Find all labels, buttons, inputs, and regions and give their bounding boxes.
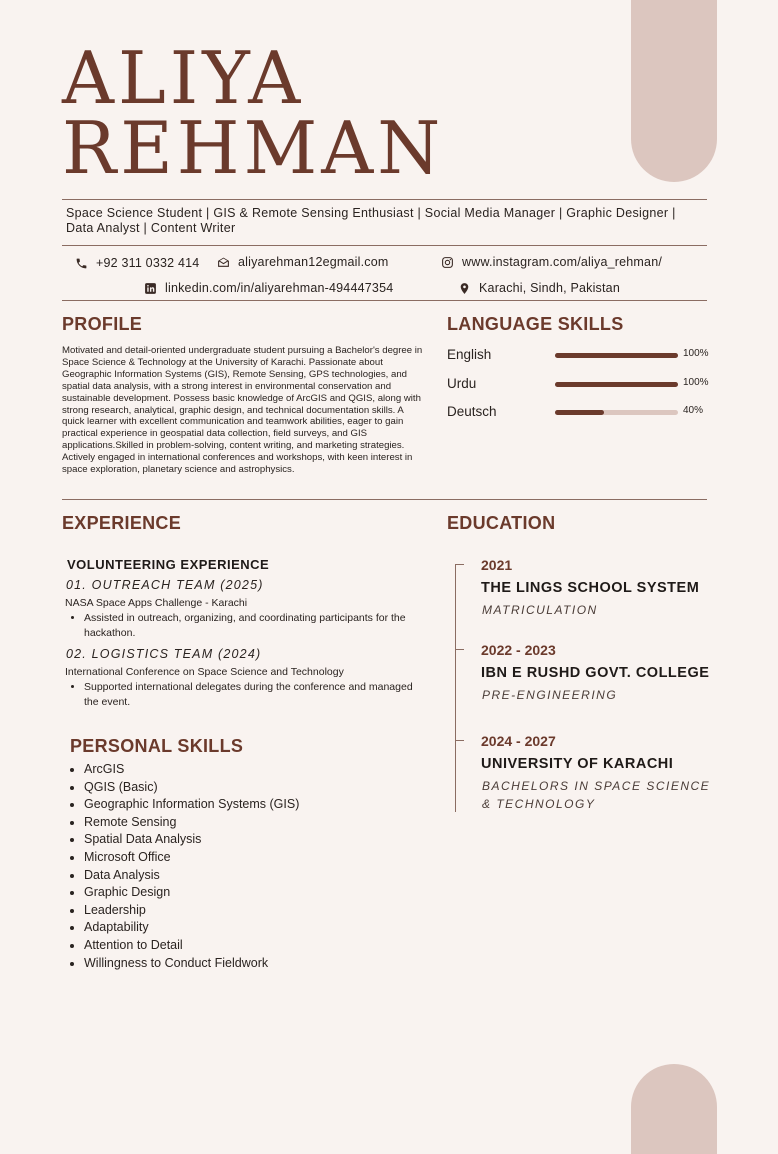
language-level-bar [555,410,678,415]
phone-number: +92 311 0332 414 [96,256,200,270]
language-level-fill [555,382,678,387]
experience-org: International Conference on Space Science and Technology [65,666,344,678]
decorative-shape-bottom [631,1064,717,1154]
personal-skills-title: PERSONAL SKILLS [70,736,244,756]
phone-icon [75,257,88,270]
timeline-tick [455,564,464,565]
decorative-shape-top [631,0,717,182]
education-school: THE LINGS SCHOOL SYSTEM [481,580,700,596]
language-row-english [447,347,712,367]
location-text: Karachi, Sindh, Pakistan [479,281,620,295]
list-item: • Graphic Design [84,884,424,902]
skills-list [66,761,424,972]
list-item: • ArcGIS [84,761,424,779]
list-item: • Attention to Detail [84,937,424,955]
list-item: • Supported international delegates during the conference and managed the event. [84,680,414,709]
experience-org: NASA Space Apps Challenge - Karachi [65,597,248,609]
email-address: aliyarehman12egmail.com [238,255,389,269]
divider [62,245,707,246]
language-level-bar [555,353,678,358]
contact-linkedin [144,281,393,295]
language-level-label: 100% [683,348,709,359]
list-item: • Remote Sensing [84,814,424,832]
list-item: • Leadership [84,902,424,920]
instagram-icon [441,256,454,269]
last-name: REHMAN [62,106,445,190]
education-degree: MATRICULATION [482,603,598,617]
timeline-tick [455,649,464,650]
language-name: Urdu [447,376,477,391]
volunteering-subtitle: VOLUNTEERING EXPERIENCE [67,557,270,572]
profile-title: PROFILE [62,314,143,334]
linkedin-icon [144,282,157,295]
first-name: ALIYA [62,36,305,120]
language-name: Deutsch [447,404,497,419]
language-level-bar [555,382,678,387]
list-item: • Spatial Data Analysis [84,831,424,849]
experience-bullets [66,611,456,640]
education-years: 2022 - 2023 [481,642,556,658]
language-row-urdu [447,376,712,396]
education-school: IBN E RUSHD GOVT. COLLEGE [481,665,710,681]
linkedin-url: linkedin.com/in/aliyarehman-494447354 [165,281,394,295]
experience-title: EXPERIENCE [62,513,182,533]
timeline-tick [455,740,464,741]
education-degree: BACHELORS IN SPACE SCIENCE & TECHNOLOGY [482,779,711,811]
contact-email [217,255,389,269]
divider [62,499,707,500]
list-item: • Data Analysis [84,867,424,885]
list-item: • Adaptability [84,919,424,937]
list-item: • Microsoft Office [84,849,424,867]
list-item: • Geographic Information Systems (GIS) [84,796,424,814]
education-years: 2021 [481,557,513,573]
timeline-line [455,564,456,812]
education-title: EDUCATION [447,513,556,533]
profile-text: Motivated and detail-oriented undergraduate student pursuing a Bachelor's degree in Space Science & Technology at the University of Karachi. Passionate about Geographic Information Systems (GIS), Remote Sensing, GPS technologies, and spatial data analysis, with a strong interest in environmental conservation and sustainable development. Possess basic knowledge of ArcGIS and QGIS, along with strong research, analytical, graphic design, and technical documentation skills. A quick learner with excellent communication and teamwork abilities, eager to gain practical experience in geospatial data collection, field surveys, and GIS applications.Skilled in problem-solving, content writing, and marketing strategies. Actively engaged in international conferences and workshops, with keen interest in space exploration, planetary science and astrophysics. [62,345,423,476]
email-icon [217,256,230,269]
language-level-fill [555,353,678,358]
list-item: • Assisted in outreach, organizing, and coordinating participants for the hackathon. [84,611,456,640]
education-years: 2024 - 2027 [481,733,556,749]
experience-role: 01. OUTREACH TEAM (2025) [66,578,264,592]
contact-phone [75,256,199,270]
contact-location [458,281,620,295]
language-skills-title: LANGUAGE SKILLS [447,314,624,334]
location-pin-icon [458,282,471,295]
list-item: • Willingness to Conduct Fieldwork [84,955,424,973]
contact-instagram [441,255,662,269]
language-level-label: 40% [683,405,704,416]
experience-bullets [66,680,414,709]
education-school: UNIVERSITY OF KARACHI [481,756,674,772]
tagline: Space Science Student | GIS & Remote Sensing Enthusiast | Social Media Manager | Graphic Designer | Data Analyst | Content Writer [66,206,676,235]
language-level-fill [555,410,604,415]
divider [62,199,707,200]
language-name: English [447,347,492,362]
instagram-url: www.instagram.com/aliya_rehman/ [462,255,663,269]
language-row-deutsch [447,404,712,424]
language-level-label: 100% [683,377,709,388]
experience-role: 02. LOGISTICS TEAM (2024) [66,647,262,661]
education-degree: PRE-ENGINEERING [482,688,618,702]
list-item: • QGIS (Basic) [84,779,424,797]
divider [62,300,707,301]
